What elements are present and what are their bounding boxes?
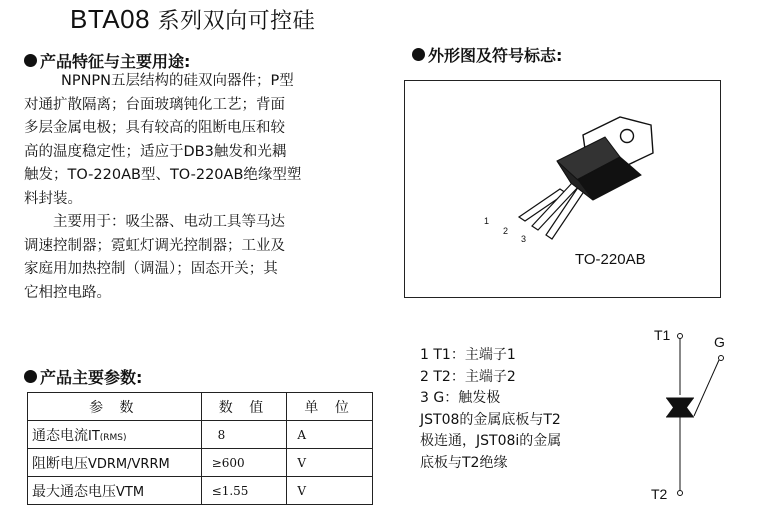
features-line: 触发；TO-220AB型、TO-220AB绝缘型塑 bbox=[24, 167, 302, 183]
features-line: 对通扩散隔离；台面玻璃钝化工艺；背面 bbox=[24, 96, 285, 113]
param-value: ≥600 bbox=[201, 449, 287, 477]
outline-heading-text: 外形图及符号标志: bbox=[428, 46, 563, 65]
param-value: 8 bbox=[201, 421, 287, 449]
package-drawing bbox=[405, 81, 720, 297]
title-text: 系列双向可控硅 bbox=[157, 9, 316, 34]
param-name: 通态电流IT(RMS) bbox=[28, 421, 202, 449]
package-diagram-box bbox=[404, 80, 721, 298]
features-line: 调速控制器；霓虹灯调光控制器；工业及 bbox=[24, 237, 285, 254]
bullet-icon bbox=[24, 370, 37, 383]
bullet-icon bbox=[412, 48, 425, 61]
features-line: NPNPN五层结构的硅双向器件；P型 bbox=[61, 73, 294, 89]
symbol-label-t1: T1 bbox=[654, 327, 671, 343]
features-line: 高的温度稳定性；适应于DB3触发和光耦 bbox=[24, 143, 287, 160]
pin-line: 1 T1：主端子1 bbox=[420, 347, 516, 363]
features-text bbox=[24, 70, 301, 305]
params-table bbox=[27, 392, 373, 505]
table-row bbox=[28, 477, 373, 505]
features-line: 它相控电路。 bbox=[24, 284, 111, 301]
pin-number-2: 2 bbox=[503, 226, 509, 236]
pin-number-1: 1 bbox=[484, 216, 490, 226]
pin-line: 2 T2：主端子2 bbox=[420, 368, 516, 385]
params-heading bbox=[24, 365, 142, 388]
param-name: 阻断电压VDRM/VRRM bbox=[28, 449, 202, 477]
table-header-row bbox=[28, 393, 373, 421]
page-title bbox=[70, 4, 315, 35]
package-label: TO-220AB bbox=[575, 251, 646, 268]
table-row bbox=[28, 449, 373, 477]
features-heading bbox=[24, 49, 190, 72]
pin-line: 底板与T2绝缘 bbox=[420, 454, 508, 471]
column-header-value: 数 值 bbox=[201, 393, 287, 421]
symbol-label-g: G bbox=[714, 334, 725, 350]
features-line: 家庭用加热控制（调温）；固态开关；其 bbox=[24, 261, 278, 277]
param-unit: A bbox=[287, 421, 373, 449]
column-header-param: 参 数 bbox=[28, 393, 202, 421]
table-row bbox=[28, 421, 373, 449]
features-line: 主要用于：吸尘器、电动工具等马达 bbox=[53, 214, 285, 230]
params-heading-text: 产品主要参数: bbox=[40, 368, 143, 387]
symbol-label-t2: T2 bbox=[651, 486, 668, 502]
outline-heading bbox=[412, 43, 562, 66]
param-name: 最大通态电压VTM bbox=[28, 477, 202, 505]
features-heading-text: 产品特征与主要用途: bbox=[40, 52, 191, 71]
pin-line: JST08的金属底板与T2 bbox=[420, 411, 561, 428]
column-header-unit: 单 位 bbox=[287, 393, 373, 421]
pin-line: 极连通，JST08i的金属 bbox=[420, 433, 562, 449]
features-line: 料封装。 bbox=[24, 190, 82, 207]
param-unit: V bbox=[287, 449, 373, 477]
param-value: ≤1.55 bbox=[201, 477, 287, 505]
bullet-icon bbox=[24, 54, 37, 67]
pin-descriptions bbox=[420, 345, 561, 474]
features-line: 多层金属电极；具有较高的阻断电压和较 bbox=[24, 120, 285, 136]
param-unit: V bbox=[287, 477, 373, 505]
pin-line: 3 G：触发极 bbox=[420, 390, 501, 406]
model-number: BTA08 bbox=[70, 4, 151, 34]
pin-number-3: 3 bbox=[521, 234, 527, 244]
